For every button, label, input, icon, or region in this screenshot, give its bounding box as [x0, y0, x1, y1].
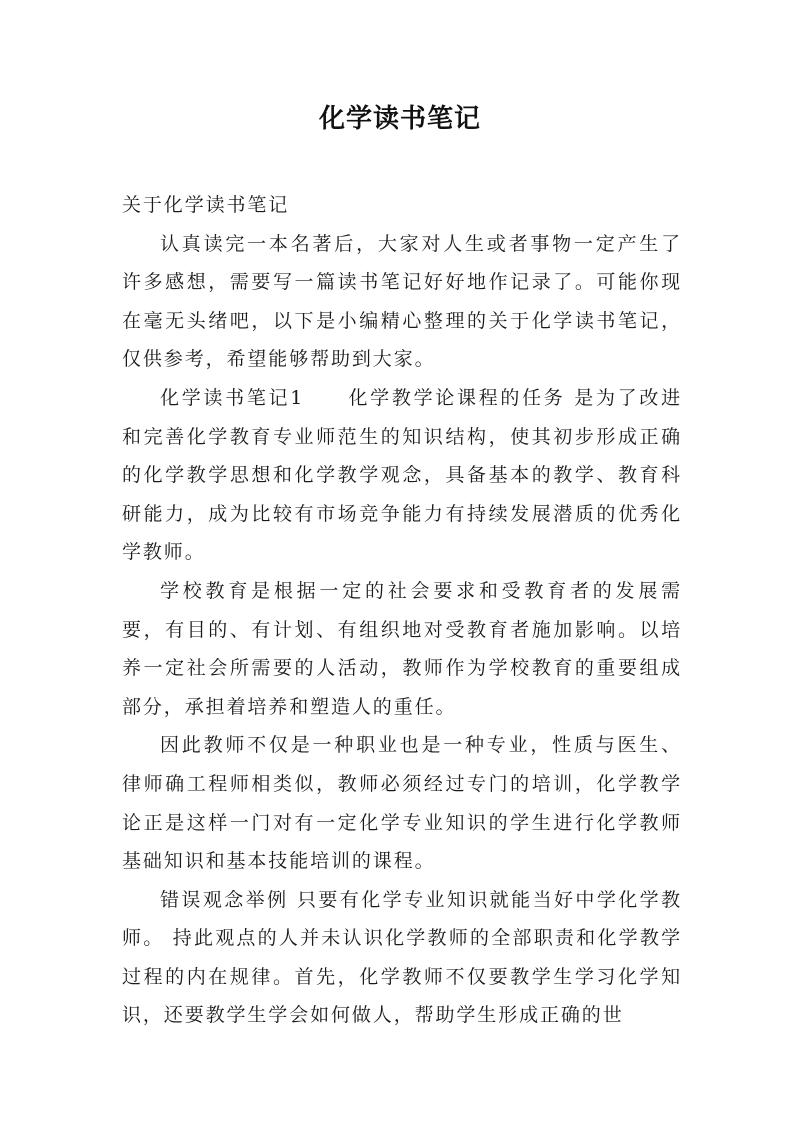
document-title: 化学读书笔记 — [318, 104, 481, 134]
intro-heading: 关于化学读书笔记 — [122, 194, 290, 216]
paragraph-misconception: 错误观念举例 只要有化学专业知识就能当好中学化学教师。 持此观点的人并未认识化学教师的全部职责和化学教学过程的内在规律。首先，化学教师不仅要教学生学习化学知识，还要教学生学会如何做人，帮助学生形成正确的世 — [122, 888, 682, 1027]
document-body — [122, 186, 682, 1035]
paragraph-school-education: 学校教育是根据一定的社会要求和受教育者的发展需要，有目的、有计划、有组织地对受教育者施加影响。以培养一定社会所需要的人活动，教师作为学校教育的重要组成部分，承担着培养和塑造人的重任。 — [122, 579, 682, 718]
paragraph-note-1: 化学读书笔记1 化学教学论课程的任务 是为了改进和完善化学教育专业师范生的知识结构，使其初步形成正确的化学教学思想和化学教学观念，具备基本的教学、教育科研能力，成为比较有市场竞争能力有持续发展潜质的优秀化学教师。 — [122, 386, 682, 564]
paragraph-intro: 认真读完一本名著后，大家对人生或者事物一定产生了许多感想，需要写一篇读书笔记好好地作记录了。可能你现在毫无头绪吧，以下是小编精心整理的关于化学读书笔记，仅供参考，希望能够帮助到大家。 — [122, 232, 682, 371]
paragraph-teacher-profession: 因此教师不仅是一种职业也是一种专业，性质与医生、律师确工程师相类似，教师必须经过专门的培训，化学教学论正是这样一门对有一定化学专业知识的学生进行化学教师基础知识和基本技能培训的课程。 — [122, 734, 682, 873]
